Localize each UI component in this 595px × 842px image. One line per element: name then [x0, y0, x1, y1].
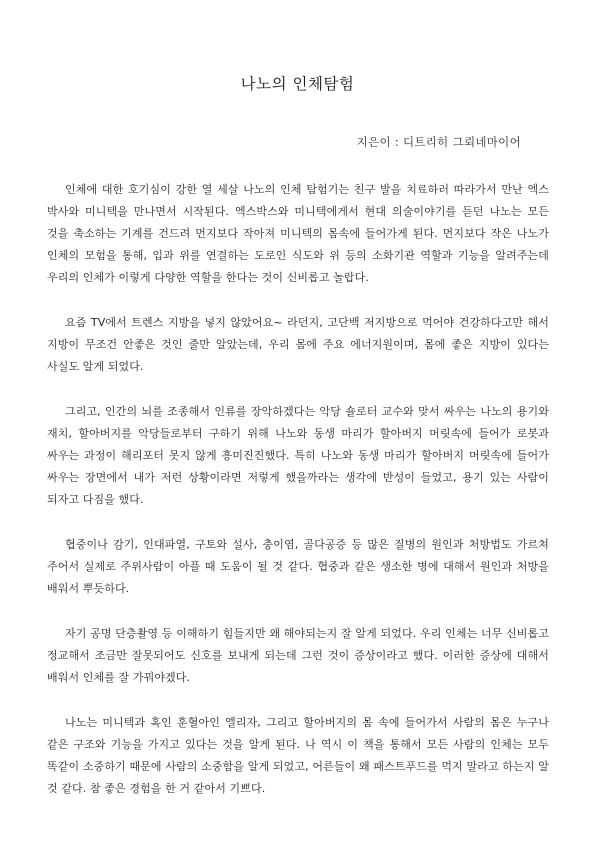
paragraph: 인체에 대한 호기심이 강한 열 세살 나노의 인체 탐험기는 친구 발을 치료하러 따라가서 만난 엑스 박사와 미니텍을 만나면서 시작된다. 엑스박스와 미니텍에게서 현대 의술이야기를 듣던 나노는 모든 것을 축소하는 기계를 건드려 먼지보다 작아져 미니텍의 몸속에 들어가게 된다. 먼지보다 작은 나노가 인체의 모험을 통해, 입과 위를 연결하는 도로인 식도와 위 등의 소화기관 역할과 기능을 알려주는데 우리의 인체가 이렇게 다양한 역할을 한다는 것이 신비롭고 놀랍다.	[47, 183, 549, 284]
paragraph: 자기 공명 단층촬영 등 이해하기 힘들지만 왜 해야되는지 잘 알게 되었다. 우리 인체는 너무 신비롭고 정교해서 조금만 잘못되어도 신호를 보내게 되는데 그런 것이 증상이라고 했다. 이러한 증상에 대해서 배워서 인체를 잘 가꿔야겠다.	[47, 627, 549, 684]
document-body	[47, 179, 549, 823]
paragraph: 그리고, 인간의 뇌를 조종해서 인류를 장악하겠다는 악당 숄로터 교수와 맞서 싸우는 나노의 용기와 재치, 할아버지를 악당들로부터 구하기 위해 나노와 동생 마리가 할아버지 머릿속에 들어가 로봇과 싸우는 과정이 해리포터 못지 않게 흥미진진했다. 특히 나노와 동생 마리가 할아버지 머릿속에 들어가 싸우는 장면에서 내가 저런 상황이라면 저렇게 했을까라는 생각에 반성이 들었고, 용기 있는 사람이 되자고 다짐을 했다.	[47, 405, 549, 506]
paragraph: 협중이나 감기, 인대파열, 구토와 설사, 충이염, 골다공증 등 많은 질병의 원인과 처방법도 가르쳐 주어서 실제로 주위사람이 아플 때 도움이 될 것 같다. 협중과 같은 생소한 병에 대해서 원인과 처방을 배워서 뿌듯하다.	[47, 538, 549, 595]
paragraph: 요즘 TV에서 트렌스 지방을 넣지 않았어요~ 라던지, 고단백 저지방으로 먹어야 건강하다고만 해서 지방이 무조건 안좋은 것인 줄만 알았는데, 우리 몸에 주요 에너지원이며, 몸에 좋은 지방이 있다는 사실도 알게 되었다.	[47, 316, 549, 373]
author-line: 지은이 : 디트리히 그뢰네마이어	[356, 135, 521, 149]
paragraph: 나노는 미니텍과 혹인 훈혈아인 엘리자, 그리고 할아버지의 몸 속에 들어가서 사람의 몸은 누구나 같은 구조와 기능을 가지고 있다는 것을 알게 된다. 나 역시 이 책을 통해서 모든 사람의 인체는 모두 똑같이 소중하기 때문에 사람의 소중함을 알게 되었고, 어른들이 왜 패스트푸드를 먹지 말라고 하는지 알 것 같다. 참 좋은 경험을 한 거 같아서 기쁘다.	[47, 716, 549, 795]
document-title: 나노의 인체탐험	[240, 75, 355, 93]
